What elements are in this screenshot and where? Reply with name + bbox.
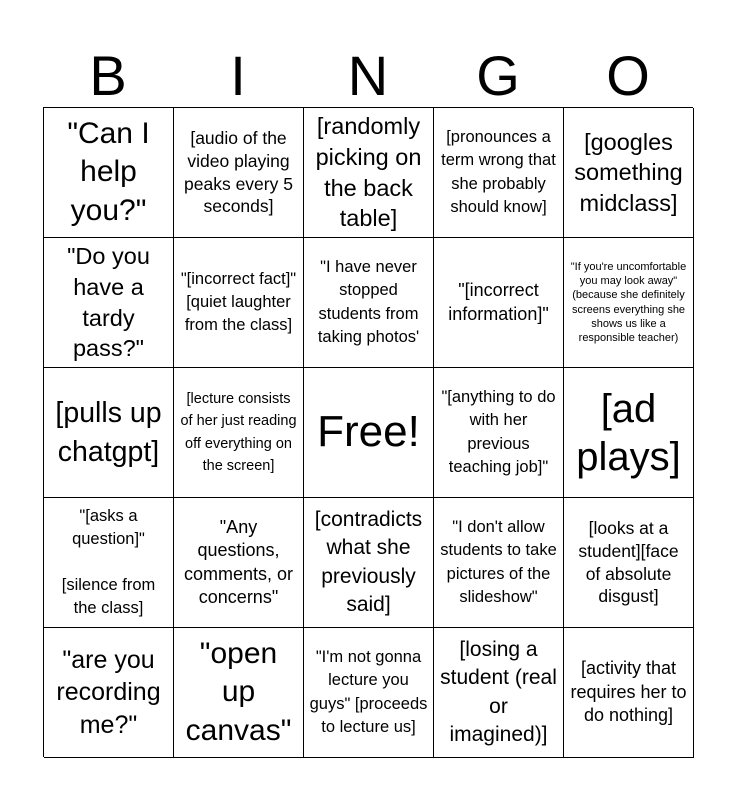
bingo-cell[interactable]: "I have never stopped students from taking photos' bbox=[304, 238, 434, 368]
bingo-cell[interactable]: [googles something midclass] bbox=[564, 108, 694, 238]
bingo-cell[interactable]: "open up canvas" bbox=[174, 628, 304, 758]
bingo-cell[interactable]: [contradicts what she previously said] bbox=[304, 498, 434, 628]
bingo-cell[interactable]: [activity that requires her to do nothing] bbox=[564, 628, 694, 758]
bingo-cell[interactable]: "[anything to do with her previous teaching job]" bbox=[434, 368, 564, 498]
bingo-header bbox=[43, 44, 693, 108]
bingo-grid bbox=[43, 107, 693, 757]
header-letter-i: I bbox=[230, 44, 246, 107]
bingo-cell[interactable]: [pulls up chatgpt] bbox=[44, 368, 174, 498]
bingo-cell[interactable]: [randomly picking on the back table] bbox=[304, 108, 434, 238]
bingo-cell[interactable]: [audio of the video playing peaks every 5 seconds] bbox=[174, 108, 304, 238]
bingo-cell[interactable]: "[asks a question]" [silence from the class] bbox=[44, 498, 174, 628]
bingo-cell[interactable]: "Can I help you?" bbox=[44, 108, 174, 238]
bingo-cell[interactable]: "are you recording me?" bbox=[44, 628, 174, 758]
bingo-cell[interactable]: [pronounces a term wrong that she probably should know] bbox=[434, 108, 564, 238]
bingo-cell[interactable]: "I'm not gonna lecture you guys" [proceeds to lecture us] bbox=[304, 628, 434, 758]
header-letter-g: G bbox=[476, 44, 520, 107]
bingo-cell[interactable]: "If you're uncomfortable you may look away" (because she definitely screens everything she shows us like a responsible teacher) bbox=[564, 238, 694, 368]
bingo-cell[interactable]: "[incorrect fact]" [quiet laughter from the class] bbox=[174, 238, 304, 368]
bingo-cell[interactable]: [looks at a student][face of absolute disgust] bbox=[564, 498, 694, 628]
header-letter-b: B bbox=[89, 44, 127, 107]
bingo-cell[interactable]: "I don't allow students to take pictures of the slideshow" bbox=[434, 498, 564, 628]
bingo-cell[interactable]: [ad plays] bbox=[564, 368, 694, 498]
bingo-cell[interactable]: [losing a student (real or imagined)] bbox=[434, 628, 564, 758]
bingo-cell[interactable]: [lecture consists of her just reading off everything on the screen] bbox=[174, 368, 304, 498]
bingo-cell[interactable]: "[incorrect information]" bbox=[434, 238, 564, 368]
header-letter-n: N bbox=[347, 44, 389, 107]
bingo-cell[interactable]: "Do you have a tardy pass?" bbox=[44, 238, 174, 368]
free-space-cell[interactable]: Free! bbox=[304, 368, 434, 498]
header-letter-o: O bbox=[606, 44, 650, 107]
bingo-cell[interactable]: "Any questions, comments, or concerns" bbox=[174, 498, 304, 628]
